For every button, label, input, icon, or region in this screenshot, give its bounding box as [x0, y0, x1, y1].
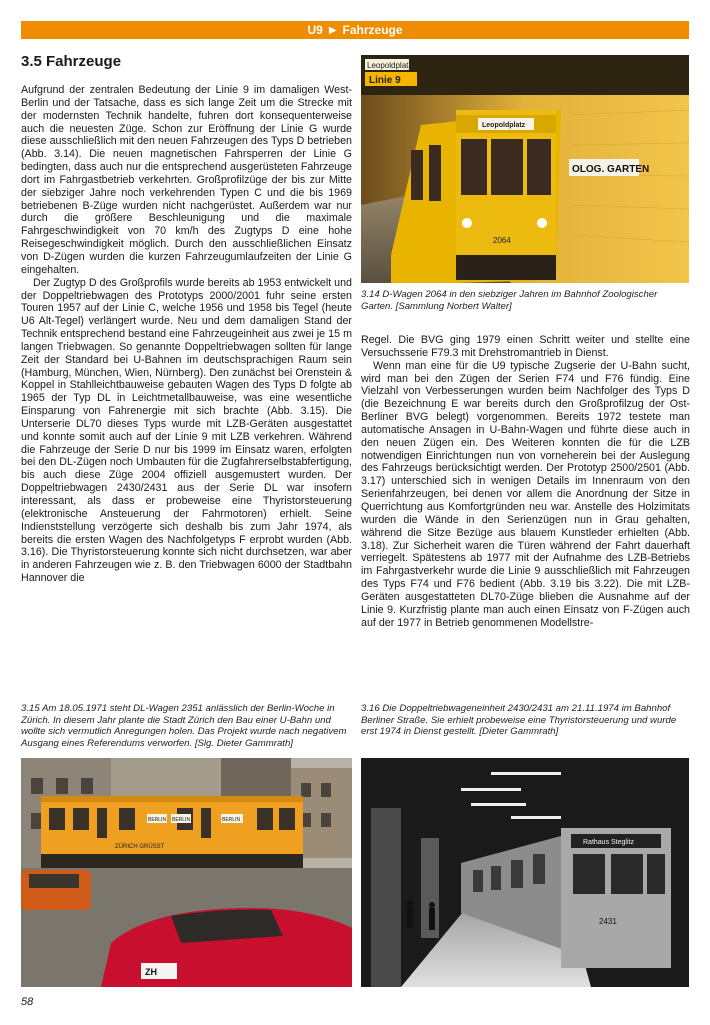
photo-d-wagen-2064	[361, 55, 689, 283]
right-text-column	[361, 334, 690, 629]
caption-3-14: 3.14 D-Wagen 2064 in den siebziger Jahren im Bahnhof Zoologischer Garten. [Sammlung Norbert Walter]	[361, 289, 658, 312]
running-header	[21, 21, 689, 39]
photo-dl-wagen-2351-zuerich	[21, 758, 352, 987]
photo-2430-2431-berliner-strasse	[361, 758, 689, 987]
car-text-1: BERLIN	[148, 817, 167, 823]
car-text-2: BERLIN	[172, 817, 191, 823]
paragraph: Der Zugtyp D des Großprofils wurde bereits ab 1953 entwickelt und der Doppeltriebwagen des Prototyps 2000/2001 fuhr seine ersten Touren 1957 auf der Linie C, welche 1956 und 1958 bis Tegel (heute U6 Alt-Tegel) verlängert wurde. Neu und dem damaligen Stand der Technik entsprechend bestand eine Fahrzeugeinheit aus zwei je 15 m langen Triebwagen. So genannte Doppeltriebwagen sollten für lange Zeit der Standard bei U-Bahnen im deutschsprachigen Raum sein (Hamburg, München, Wien, Nürnberg). Den zunächst bei Orenstein & Koppel in Stahlleichtbauweise gebauten Wagen des Typs D folgte ab 1965 der Typ DL in Leichtmetallbauweise, was eine wesentliche Einsparung von Fahrenergie mit sich brachte (Abb. 3.15). Die Unterserie DL70 dieses Typs wurde mit LZB-Geräten ausgestattet und konnte somit auch auf der Linie 9 mit LZB verkehren. Während die Fahrzeuge der Serie D nur bis 1999 im Einsatz waren, erfolgten bei den DL-Zügen noch Umbauten für die Zugfahrerselbstabfertigung, bis auch diese Züge 2004 offiziell ausgemustert wurden. Der Doppeltriebwagen 2430/2431 aus der Serie DL war insofern interessant, als dass er probeweise eine Thyristorsteuerung (elektronische Ansteuerung der Fahrmotoren) erhielt. Seine Indienststellung verzögerte sich deshalb bis zum Jahr 1974, als bereits die ersten Wagen des Nachfolgetyps F erprobt wurden (Abb. 3.16). Die Thyristorsteuerung konnte sich nicht durchsetzen, war aber in anderen Fahrzeugen wie z. B. den Triebwagen 6000 der Stadtbahn Hannover die	[21, 276, 352, 585]
caption-3-16: 3.16 Die Doppeltriebwageneinheit 2430/2431 am 21.11.1974 im Bahnhof Berliner Straße. Sie erhielt probeweise eine Thyristorsteuerung und wurde erst 1974 in Dienst gestellt. [Dieter Gammrath]	[361, 703, 677, 738]
car-text-3: BERLIN	[222, 817, 241, 823]
station-name-sign: OLOG. GARTEN	[572, 164, 650, 175]
train-car-number: 2064	[493, 236, 511, 245]
license-plate: ZH	[145, 967, 157, 977]
bw-car-number: 2431	[599, 917, 617, 926]
paragraph: Regel. Die BVG ging 1979 einen Schritt weiter und stellte eine Versuchsserie F79.3 mit Drehstromantrieb in Dienst.	[361, 334, 690, 359]
section-title: 3.5 Fahrzeuge	[21, 53, 122, 70]
top-sign-text: Leopoldplatz	[367, 61, 413, 70]
page-number: 58	[21, 996, 34, 1008]
car-text-4: ZÜRICH GRÜSST	[115, 844, 165, 850]
bw-dest-sign: Rathaus Steglitz	[583, 839, 634, 846]
paragraph: Aufgrund der zentralen Bedeutung der Linie 9 im damaligen West-Berlin und der Tatsache, dass es sich lange Zeit um die Strecke mit der modernsten Technik handelte, fuhren dort konsequenterweise auch die neuesten Züge. Schon zur Eröffnung der Linie G wurde diese ausschließlich mit den neuen Fahrzeugen des Typs D betrieben (Abb. 3.14). Die neuen magnetischen Fahrsperren der Linie G bedingten, dass auch nur die entsprechend ausgerüsteten Fahrzeuge dort im Fahrgastbetrieb verkehrten. Großprofilzüge der bis zur Mitte der siebziger Jahre noch verkehrenden Typen C und die bis 1969 betriebenen B-Züge wurden nicht nachgerüstet. Außerdem war nur durch die größere Beschleunigung und die maximale Fahrgeschwindigkeit von 70 km/h des Zugtyps D eine hohe Reisegeschwindigkeit möglich. Durch den ausschließlichen Einsatz von D-Zügen wurden die kurzen Fahrzeugumlaufzeiten der Linie G eingehalten.	[21, 84, 352, 276]
caption-3-15: 3.15 Am 18.05.1971 steht DL-Wagen 2351 anlässlich der Berlin-Woche in Zürich. In diesem Jahr plante die Stadt Zürich den Bau einer U-Bahn und wollte sich vermutlich Anregungen holen. Das Projekt wurde nach negativem Ausgang eines Referendums verworfen. [Slg. Dieter Gammrath]	[21, 703, 347, 749]
header-arrow-icon: ▶	[328, 24, 337, 36]
train-dest-sign: Leopoldplatz	[482, 122, 526, 129]
line-sign-text: Linie 9	[369, 75, 401, 86]
header-topic: Fahrzeuge	[342, 23, 403, 37]
paragraph: Wenn man eine für die U9 typische Zugserie der U-Bahn sucht, wird man bei den Zügen der Serien F74 und F76 fündig. Eine Vielzahl von Verbesserungen wurden beim Nachfolger des Typs D (die Bezeichnung E war bereits durch den Großprofilzug der Ost-Berliner BVG belegt) vorgenommen. Bereits 1972 testete man automatische Ansagen in U-Bahn-Wagen und führte diese auch in den neuen Zügen ein. Des Weiteren konnten die für die LZB notwendigen Einrichtungen nun von vorneherein bei der Auslegung des Fahrzeugs berücksichtigt werden. Der Prototyp 2500/2501 (Abb. 3.17) unterschied sich in wenigen Details im Innenraum von den Serienfahrzeugen, bei denen vor allem die Anordnung der Sitze in Querrichtung aus Komfortgründen neu war. Anstelle des Holzimitats wurden die Wände in den Serienzügen nun in Grau gehalten, während die Sitze Bezüge aus blauem Kunstleder erhielten (Abb. 3.18). Zur Sicherheit waren die Türen während der Fahrt dauerhaft verriegelt. Spätestens ab 1977 mit der Aufnahme des LZB-Betriebs im Fahrgastverkehr wurde die Linie 9 ausschließlich mit Fahrzeugen des Typs F74 und F76 bedient (Abb. 3.19 bis 3.22). Die mit LZB-Geräten ausgestatteten DL70-Züge blieben die Ausnahme auf der Linie 9. Kurzfristig plante man auch einen Einsatz von F-Zügen auch auf der 1977 in Betrieb genommenen Modellstre-	[361, 359, 690, 629]
left-text-column	[21, 84, 352, 585]
header-chapter: U9	[307, 23, 323, 37]
